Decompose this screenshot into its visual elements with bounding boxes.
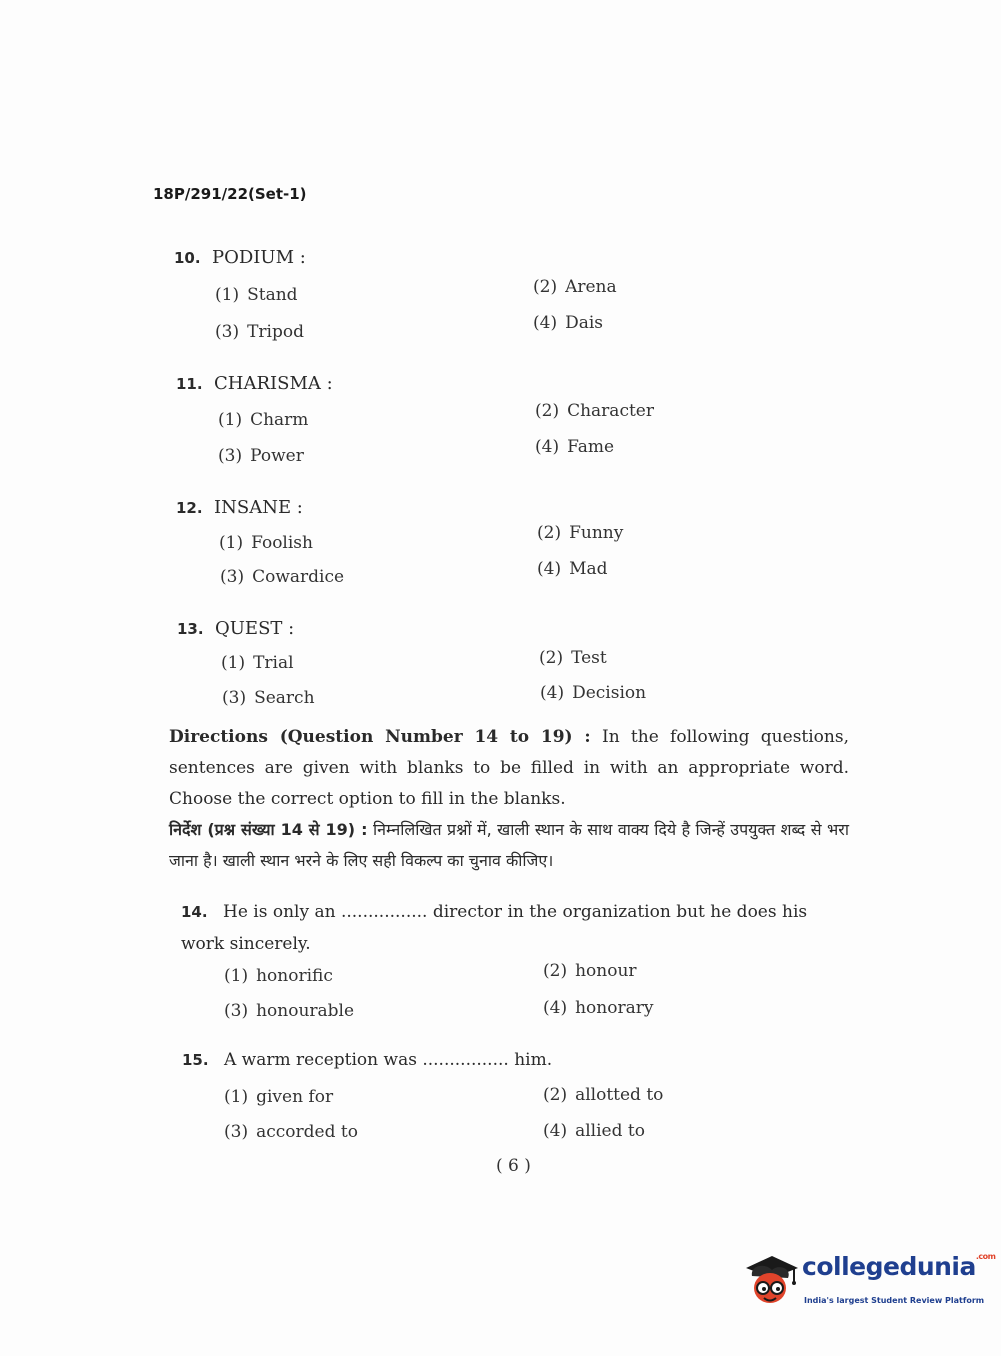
option-12-1: (1) Foolish [219,533,313,553]
option-11-4: (4) Fame [535,437,615,457]
option-14-1: (1) honorific [224,966,333,986]
logo-wordmark: collegedunia$^{.com}$ [802,1252,996,1281]
option-12-2: (2) Funny [537,523,624,543]
paper-code: 18P/291/22(Set-1) [153,185,307,203]
option-13-2: (2) Test [539,648,607,668]
option-14-3: (3) honourable [224,1001,355,1021]
option-15-3: (3) accorded to [224,1122,358,1142]
option-12-4: (4) Mad [537,559,608,579]
question-number: 13. [177,620,204,638]
directions-text: In the following questions, sentences are given with blanks to be filled in with an appropriate word. Choose the correct option to fill in the blanks. [169,727,849,809]
option-10-1: (1) Stand [215,285,298,305]
question-15 [182,1050,552,1070]
option-13-3: (3) Search [222,688,315,708]
page-number: ( 6 ) [496,1156,531,1176]
question-word: INSANE : [214,497,303,518]
hindi-directions-heading: निर्देश (प्रश्न संख्या 14 से 19) : [169,820,368,839]
question-13 [177,618,294,639]
option-15-2: (2) allotted to [543,1085,664,1105]
question-word: PODIUM : [212,247,306,268]
logo-tagline: India's largest Student Review Platform [804,1296,985,1305]
question-word: CHARISMA : [214,373,333,394]
option-10-2: (2) Arena [533,277,617,297]
directions-hindi [169,814,849,876]
option-14-4: (4) honorary [543,998,654,1018]
question-number: 10. [174,249,201,267]
option-14-2: (2) honour [543,961,637,981]
option-13-4: (4) Decision [540,683,647,703]
question-number: 14. [181,903,208,921]
question-number: 15. [182,1051,209,1069]
question-11 [176,373,333,394]
option-11-1: (1) Charm [218,410,309,430]
question-number: 12. [176,499,203,517]
question-number: 11. [176,375,203,393]
question-10 [174,247,306,268]
option-11-2: (2) Character [535,401,654,421]
hindi-directions-text: निम्नलिखित प्रश्नों में, खाली स्थान के साथ वाक्य दिये है जिन्हें उपयुक्त शब्द से भरा जाना है। खाली स्थान भरने के लिए सही विकल्प का चुनाव कीजिए। [169,820,849,870]
option-10-3: (3) Tripod [215,322,304,342]
option-11-3: (3) Power [218,446,304,466]
directions-english [169,722,849,815]
graduate-mascot-icon [742,1248,800,1314]
option-13-1: (1) Trial [221,653,294,673]
directions-heading: Directions (Question Number 14 to 19) : [169,727,591,747]
option-15-4: (4) allied to [543,1121,645,1141]
question-14 [181,896,849,960]
collegedunia-logo[interactable] [742,1248,996,1314]
option-15-1: (1) given for [224,1087,334,1107]
option-10-4: (4) Dais [533,313,604,333]
question-text: A warm reception was ................ him. [224,1050,553,1070]
question-text: He is only an ................ director in the organization but he does his work sincerely. [181,902,808,954]
option-12-3: (3) Cowardice [220,567,345,587]
question-word: QUEST : [215,618,295,639]
question-12 [176,497,303,518]
